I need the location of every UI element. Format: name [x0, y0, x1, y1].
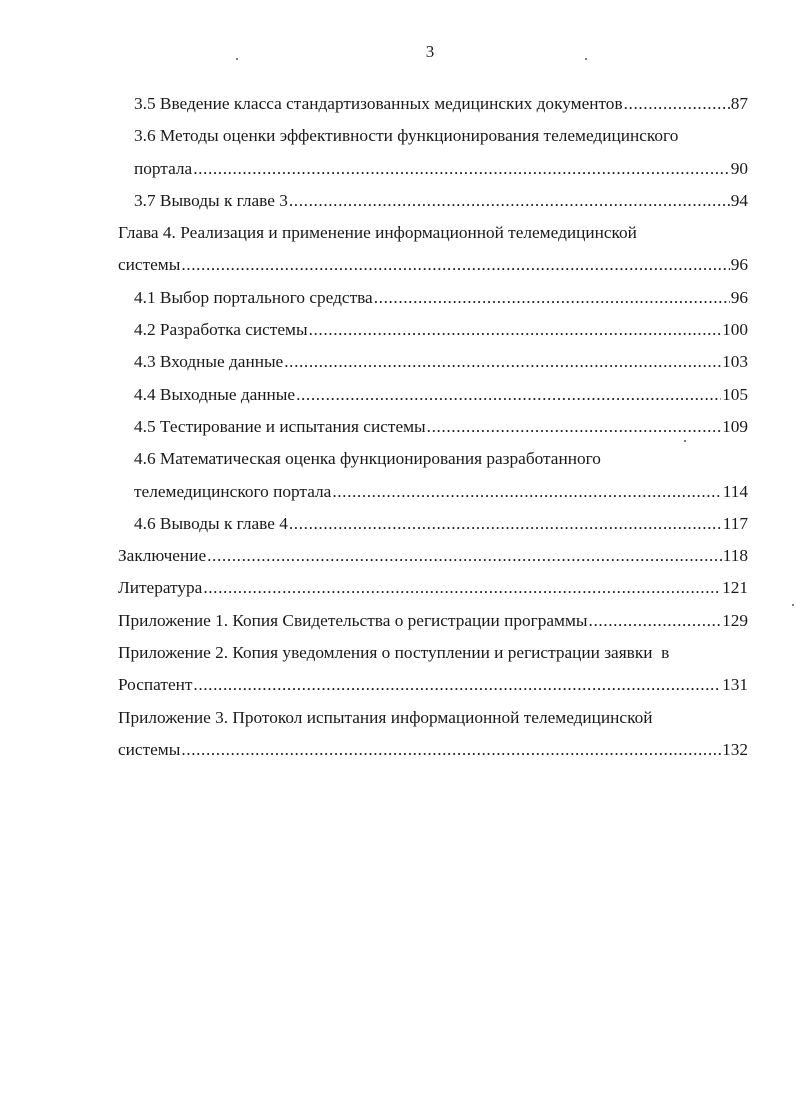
toc-entry-chapter-4[interactable] — [118, 217, 748, 249]
dot-leader — [181, 734, 721, 766]
toc-entry-3-6[interactable] — [118, 120, 748, 152]
toc-entry-page: 118 — [722, 546, 748, 566]
toc-entry-page: 132 — [722, 739, 748, 759]
toc-entry-literature[interactable] — [118, 572, 748, 604]
toc-entry-4-4[interactable] — [118, 379, 748, 411]
toc-entry-page: 90 — [730, 158, 748, 178]
dot-leader — [203, 572, 721, 604]
toc-entry-title: 4.5 Тестирование и испытания системы — [134, 416, 426, 436]
toc-entry-appendix-1[interactable] — [118, 605, 748, 637]
toc-entry-4-2[interactable] — [118, 314, 748, 346]
toc-entry-page: 121 — [722, 578, 748, 598]
toc-entry-title: Приложение 1. Копия Свидетельства о регистрации программы — [118, 610, 588, 630]
toc-entry-4-5[interactable] — [118, 411, 748, 443]
toc-entry-title: 4.3 Входные данные — [134, 352, 284, 372]
toc-entry-title-line2: Роспатент — [118, 675, 193, 695]
dot-leader — [193, 669, 721, 701]
toc-entry-page: 105 — [722, 384, 748, 404]
toc-entry-title-line1: 4.6 Математическая оценка функционирования разработанного — [134, 449, 601, 469]
dot-leader — [296, 379, 721, 411]
toc-entry-appendix-3[interactable] — [118, 702, 748, 734]
toc-entry-page: 103 — [722, 352, 748, 372]
dot-leader — [374, 282, 730, 314]
toc-entry-page: 100 — [722, 320, 748, 340]
toc-entry-title: 3.5 Введение класса стандартизованных медицинских документов — [134, 94, 623, 113]
toc-entry-title-line1: Приложение 3. Протокол испытания информационной телемедицинской — [118, 707, 653, 727]
toc-entry-page: 96 — [730, 255, 748, 275]
dot-leader — [332, 476, 721, 508]
toc-entry-page: 96 — [730, 287, 748, 307]
toc-entry-3-5[interactable] — [118, 88, 748, 120]
toc-entry-4-6-math[interactable] — [118, 443, 748, 475]
dot-leader — [309, 314, 721, 346]
toc-entry-title-line2: системы — [118, 255, 181, 275]
toc-entry-3-7[interactable] — [118, 185, 748, 217]
toc-entry-page: 131 — [722, 675, 748, 695]
dot-leader — [624, 88, 730, 120]
toc-entry-4-6-conclusions[interactable] — [118, 508, 748, 540]
dot-leader — [193, 153, 730, 185]
toc-entry-conclusion[interactable] — [118, 540, 748, 572]
scan-speck — [585, 58, 587, 60]
toc-entry-page: 117 — [722, 513, 748, 533]
toc-entry-title: Литература — [118, 578, 203, 598]
toc-entry-title: 4.4 Выходные данные — [134, 384, 296, 404]
toc-entry-page: 87 — [730, 94, 748, 113]
table-of-contents — [118, 88, 748, 766]
toc-entry-title-line2: телемедицинского портала — [134, 481, 332, 501]
toc-entry-title-line1: Приложение 2. Копия уведомления о поступлении и регистрации заявки в — [118, 643, 670, 663]
toc-entry-page: 129 — [722, 610, 748, 630]
toc-entry-title: Заключение — [118, 546, 207, 566]
dot-leader — [181, 249, 729, 281]
toc-entry-title: 3.7 Выводы к главе 3 — [134, 190, 288, 210]
toc-entry-title: 4.1 Выбор портального средства — [134, 287, 373, 307]
toc-entry-title-line1: 3.6 Методы оценки эффективности функционирования телемедицинского — [134, 126, 679, 146]
toc-entry-title-line2: портала — [134, 158, 193, 178]
dot-leader — [289, 185, 730, 217]
scan-speck — [792, 604, 794, 606]
toc-entry-page: 109 — [722, 416, 748, 436]
toc-entry-title-line1: Глава 4. Реализация и применение информационной телемедицинской — [118, 223, 637, 243]
dot-leader — [289, 508, 722, 540]
toc-entry-page: 94 — [730, 190, 748, 210]
dot-leader — [207, 540, 722, 572]
toc-entry-page: 114 — [722, 481, 748, 501]
toc-entry-4-1[interactable] — [118, 282, 748, 314]
toc-entry-title: 4.2 Разработка системы — [134, 320, 308, 340]
dot-leader — [427, 411, 721, 443]
toc-entry-title: 4.6 Выводы к главе 4 — [134, 513, 288, 533]
scan-speck — [684, 440, 686, 442]
dot-leader — [284, 346, 721, 378]
toc-entry-appendix-2[interactable] — [118, 637, 748, 669]
toc-entry-4-3[interactable] — [118, 346, 748, 378]
dot-leader — [589, 605, 722, 637]
scan-speck — [236, 58, 238, 60]
toc-entry-title-line2: системы — [118, 739, 181, 759]
page-number: 3 — [425, 42, 435, 61]
